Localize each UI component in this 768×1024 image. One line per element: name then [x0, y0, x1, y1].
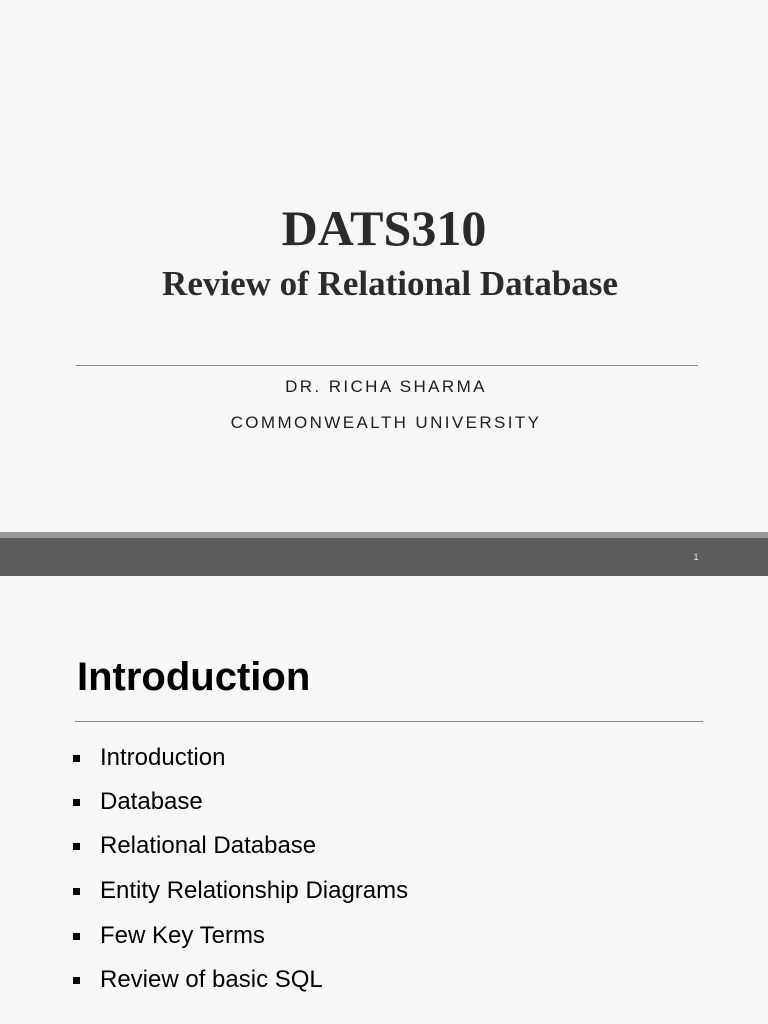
title-divider: [76, 365, 698, 366]
list-item: [73, 736, 408, 780]
slide-footer: [0, 538, 768, 576]
list-item: [73, 914, 408, 958]
square-bullet-icon: [73, 977, 80, 984]
square-bullet-icon: [73, 799, 80, 806]
heading-divider: [75, 721, 703, 722]
course-code: DATS310: [281, 200, 487, 256]
square-bullet-icon: [73, 933, 80, 940]
list-item-text: Database: [100, 788, 203, 815]
list-item: [73, 958, 408, 1002]
slide-number: 1: [693, 552, 699, 562]
author-name: DR. RICHA SHARMA: [285, 377, 487, 396]
list-item-text: Few Key Terms: [100, 922, 265, 949]
list-item-text: Review of basic SQL: [100, 966, 323, 993]
list-item: [73, 780, 408, 824]
list-item: [73, 868, 408, 914]
slide-title: Review of Relational Database: [162, 264, 618, 303]
square-bullet-icon: [73, 888, 80, 895]
square-bullet-icon: [73, 755, 80, 762]
content-slide: [0, 576, 768, 1024]
slide-heading: Introduction: [77, 655, 311, 699]
list-item-text: Entity Relationship Diagrams: [100, 877, 409, 904]
list-item-text: Relational Database: [100, 832, 317, 859]
square-bullet-icon: [73, 843, 80, 850]
list-item-text: Introduction: [100, 744, 226, 771]
author-affiliation: COMMONWEALTH UNIVERSITY: [230, 413, 542, 432]
list-item: [73, 824, 408, 868]
bullet-list: [73, 736, 408, 1002]
